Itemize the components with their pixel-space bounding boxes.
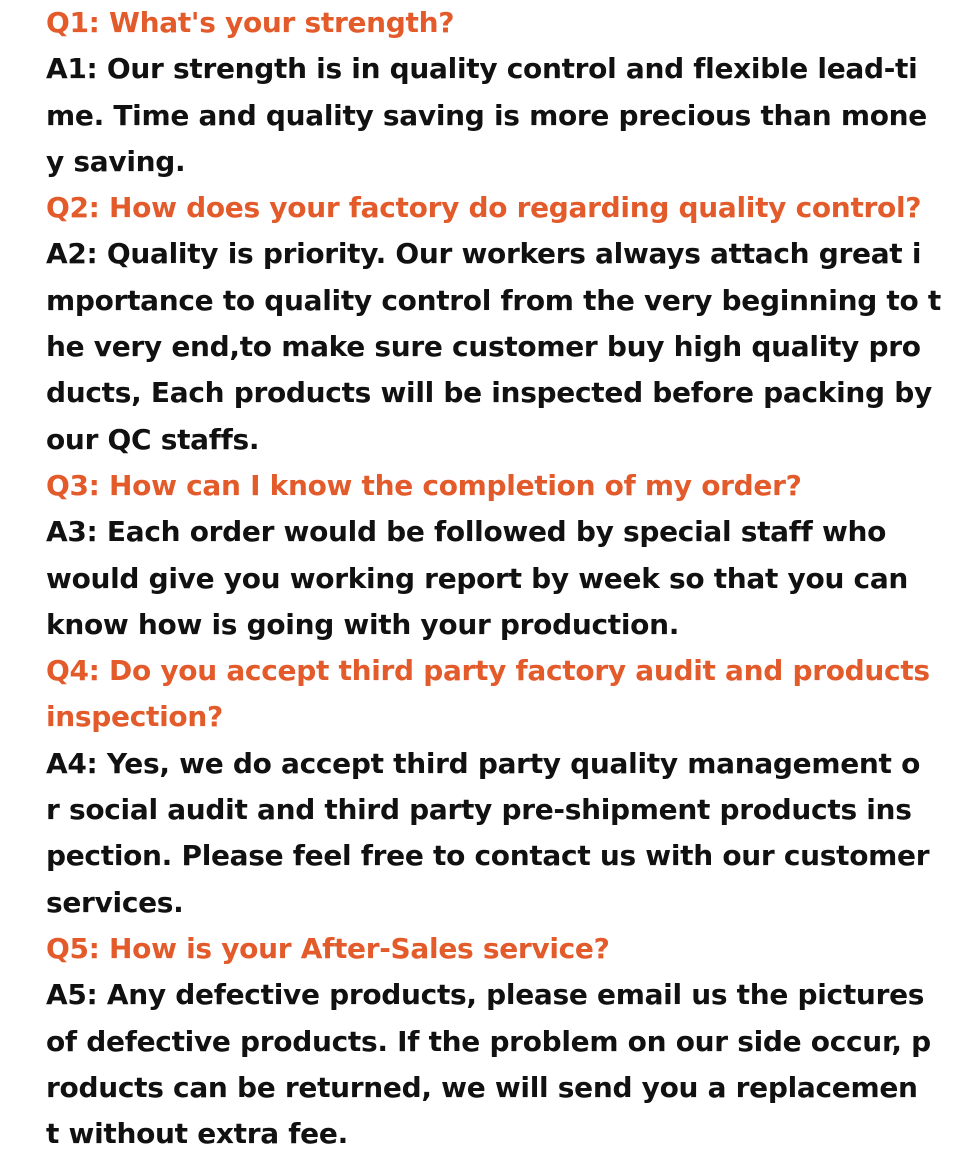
answer-a4-line: pection. Please feel free to contact us with our customer: [46, 839, 930, 873]
question-q3: Q3: How can I know the completion of my order?: [46, 468, 802, 502]
answer-a2-line: A2: Quality is priority. Our workers always attach great i: [46, 237, 922, 271]
answer-a3-line: A3: Each order would be followed by special staff who: [46, 515, 887, 549]
question-q4-line: inspection?: [46, 700, 223, 734]
answer-a2-line: he very end,to make sure customer buy high quality pro: [46, 330, 921, 364]
answer-a1-line: y saving.: [46, 144, 186, 178]
answer-a5-line: t without extra fee.: [46, 1117, 348, 1151]
answer-a2-line: ducts, Each products will be inspected before packing by: [46, 376, 932, 410]
question-q2: Q2: How does your factory do regarding quality control?: [46, 191, 922, 225]
faq-item-q3: [46, 463, 957, 648]
answer-a3-line: would give you working report by week so that you can: [46, 561, 909, 595]
faq-item-q5: [46, 926, 957, 1157]
answer-a3-line: know how is going with your production.: [46, 607, 680, 641]
answer-a1-line: me. Time and quality saving is more precious than mone: [46, 98, 927, 132]
answer-a5-line: A5: Any defective products, please email us the pictures: [46, 978, 925, 1012]
answer-a4-line: r social audit and third party pre-shipment products ins: [46, 793, 912, 827]
faq-item-q1: [46, 0, 957, 185]
faq-item-q2: [46, 185, 957, 463]
answer-a2-line: mportance to quality control from the very beginning to t: [46, 283, 941, 317]
answer-a5-line: roducts can be returned, we will send you a replacemen: [46, 1070, 918, 1104]
answer-a4-line: A4: Yes, we do accept third party quality management o: [46, 746, 921, 780]
question-q4-line: Q4: Do you accept third party factory audit and products: [46, 654, 930, 688]
answer-a1-line: A1: Our strength is in quality control and flexible lead-ti: [46, 52, 918, 86]
question-q1: Q1: What's your strength?: [46, 6, 455, 39]
answer-a5-line: of defective products. If the problem on our side occur, p: [46, 1024, 931, 1058]
question-q5: Q5: How is your After-Sales service?: [46, 931, 610, 965]
answer-a4-line: services.: [46, 885, 184, 919]
answer-a2-line: our QC staffs.: [46, 422, 260, 456]
faq-item-q4: [46, 648, 957, 926]
